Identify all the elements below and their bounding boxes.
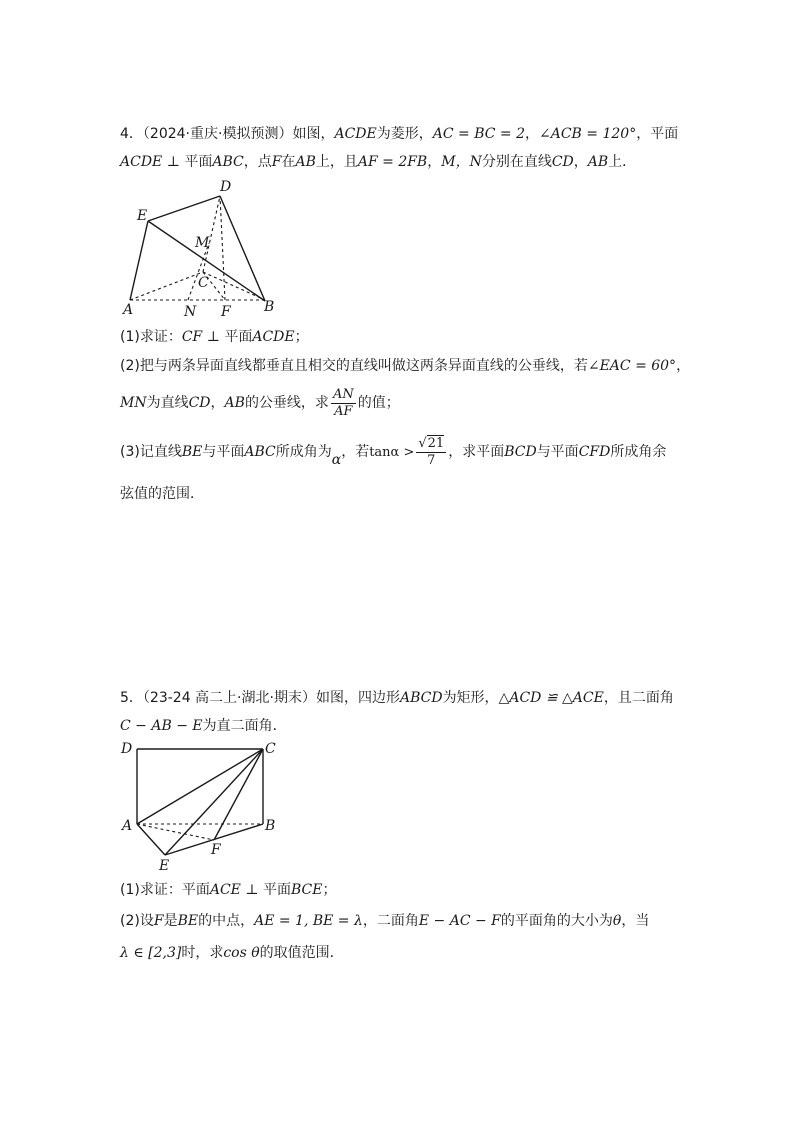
label-F: F [211, 842, 221, 858]
math: AB [224, 395, 245, 411]
p5-q2b [120, 943, 344, 963]
text: 如图， [292, 126, 335, 142]
label-B: B [264, 299, 275, 315]
text: ； [294, 329, 309, 345]
sqrt-21: 21 [427, 435, 445, 451]
math: F [153, 913, 164, 929]
text: 如图，四边形 [315, 690, 400, 706]
math: ∠EAC = 60° [587, 358, 677, 374]
text: 在 [281, 154, 296, 170]
text: 与平面 [202, 444, 245, 460]
p5-line1 [120, 688, 674, 708]
p4-q2b [120, 385, 400, 421]
problem-number: 4． [120, 126, 143, 142]
math: ABCD [399, 690, 443, 706]
text: 为直线 [146, 395, 189, 411]
text: 上，且 [315, 154, 358, 170]
text: ； [322, 882, 337, 898]
math: ACE [209, 882, 241, 898]
edge-FD [220, 196, 225, 300]
math: λ ∈ [2,3] [120, 945, 182, 961]
text: ， [427, 154, 442, 170]
math: CD [188, 395, 211, 411]
math: ACDE [252, 329, 295, 345]
math: ACDE [334, 126, 377, 142]
text: (2)把与两条异面直线都垂直且相交的直线叫做这两条异面直线的公垂线，若 [120, 358, 588, 374]
edge-AC [130, 272, 203, 300]
edge-AC [137, 749, 263, 824]
math: AB [295, 154, 316, 170]
fraction-AN-AF [331, 387, 356, 420]
math: ABC [244, 444, 276, 460]
math: cos θ [223, 945, 260, 961]
math: AB [587, 154, 609, 170]
label-B: B [265, 818, 276, 834]
text: 为矩形， [442, 690, 499, 706]
p4-q3b [120, 484, 204, 504]
label-F: F [221, 304, 231, 320]
problem-source: （2024·重庆·模拟预测） [142, 126, 293, 142]
math: tanα > [369, 445, 415, 460]
p5-q1 [120, 880, 336, 900]
text: ， [676, 358, 691, 374]
p4-q2 [120, 356, 690, 376]
label-E: E [137, 208, 148, 224]
p4-figure [115, 175, 290, 320]
label-C: C [198, 275, 209, 291]
label-D: D [220, 179, 232, 195]
text: (1)求证： [120, 329, 182, 345]
math: BE [177, 913, 199, 929]
text: 平面 [262, 882, 291, 898]
text: 分别在直线 [481, 154, 552, 170]
edge-NM [188, 243, 209, 300]
text: ，二面角 [362, 913, 419, 929]
text: ， [525, 126, 539, 142]
text: (3)记直线 [120, 444, 182, 460]
text: ， [573, 154, 588, 170]
math: ∠ACB = 120° [539, 126, 637, 142]
text: 的公垂线，求 [244, 395, 329, 411]
label-A: A [123, 302, 134, 318]
text: (1)求证：平面 [120, 882, 210, 898]
p5-line2 [120, 716, 287, 736]
label-N: N [184, 304, 197, 320]
text: 与平面 [536, 444, 579, 460]
math: CFD [578, 444, 611, 460]
text: ， [210, 395, 225, 411]
math: AF = 2FB [357, 154, 428, 170]
math: C − AB − E [120, 718, 203, 734]
math: CD [551, 154, 574, 170]
math: AE = 1, BE = λ [254, 913, 363, 929]
text: 的取值范围． [259, 945, 344, 961]
text: ，若 [341, 444, 370, 460]
text: ，点 [243, 154, 272, 170]
label-D: D [121, 741, 133, 757]
text: 所成角余 [610, 444, 667, 460]
label-C: C [265, 741, 276, 757]
text: (2)设 [120, 913, 154, 929]
problem-number: 5． [120, 690, 143, 706]
p4-line1 [120, 124, 678, 144]
text: ，平面 [636, 126, 679, 142]
text: 所成角为 [275, 444, 332, 460]
text: 的平面角的大小为 [500, 913, 613, 929]
text: 的值； [357, 395, 400, 411]
math: E − AC − F [418, 913, 501, 929]
math: ⊥ [162, 154, 185, 170]
math: BE [181, 444, 203, 460]
text: 是 [163, 913, 178, 929]
label-E: E [159, 858, 170, 872]
math: MN [120, 395, 147, 411]
math: F [271, 154, 282, 170]
text: 平面 [184, 154, 213, 170]
math: ABC [212, 154, 244, 170]
math: θ [612, 913, 622, 929]
fraction-sqrt21-7: $\frac{√21}{7}$ [418, 435, 445, 468]
math: AC = BC = 2 [432, 126, 525, 142]
math: M，N [441, 154, 482, 170]
p5-figure [115, 737, 295, 872]
p4-line2 [120, 152, 636, 172]
frac-den: 7 [427, 452, 436, 468]
p5-q2 [120, 911, 649, 931]
text: 平面 [224, 329, 253, 345]
text: 为直二面角． [202, 718, 287, 734]
text: 上． [608, 154, 637, 170]
math: BCD [504, 444, 537, 460]
text: 时，求 [181, 945, 224, 961]
text: 为菱形， [376, 126, 433, 142]
frac-den: AF [334, 403, 353, 419]
math: ⊥ [240, 882, 263, 898]
math: BCE [290, 882, 323, 898]
frac-num: AN [332, 386, 354, 402]
text: ，当 [621, 913, 650, 929]
edge-EA [130, 221, 148, 300]
text: ，且二面角 [603, 690, 674, 706]
text: 的中点， [198, 913, 255, 929]
math: α [331, 452, 342, 468]
math: △ACD ≌ △ACE [498, 690, 604, 706]
math: ACDE [120, 154, 163, 170]
math: CF ⊥ [181, 329, 225, 345]
text: 弦值的范围． [120, 486, 204, 502]
edge-ED [148, 196, 220, 221]
label-M: M [195, 235, 210, 251]
label-A: A [122, 818, 133, 834]
problem-source: （23-24 高二上·湖北·期末） [142, 690, 316, 706]
text: ，求平面 [448, 444, 505, 460]
p4-q1 [120, 327, 309, 347]
p4-q3 [120, 434, 666, 478]
edge-CB [203, 272, 265, 300]
